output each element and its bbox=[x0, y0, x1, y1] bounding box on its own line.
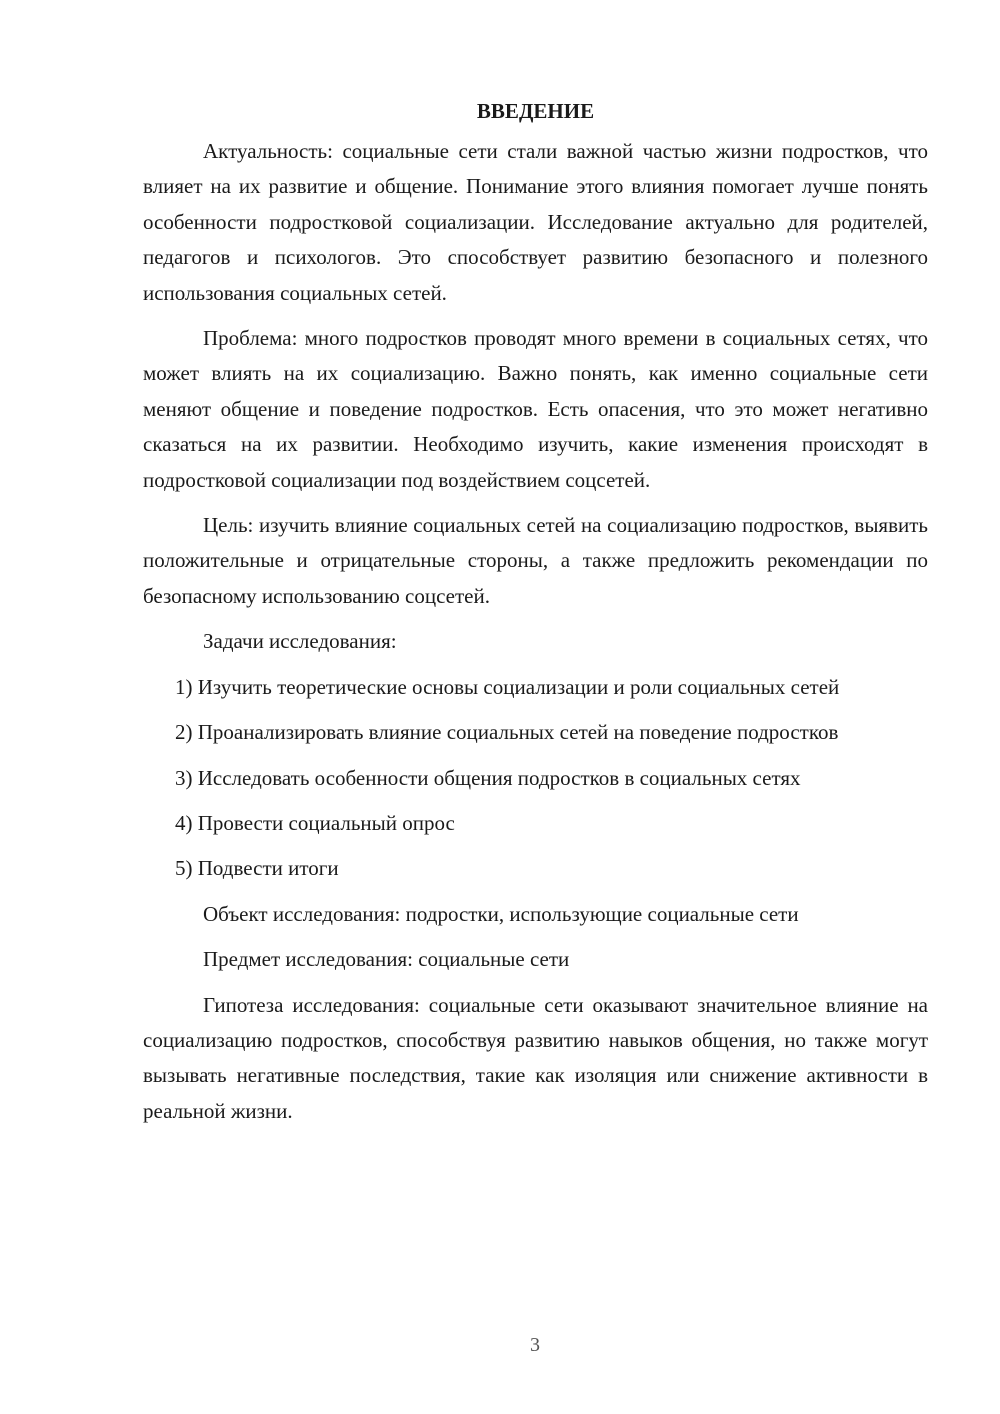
document-page bbox=[143, 96, 928, 1139]
task-item: 4) Провести социальный опрос bbox=[175, 810, 455, 835]
problem-paragraph: Проблема: много подростков проводят много времени в социальных сетях, что может влиять на их социализацию. Важно понять, как именно социальные сети меняют общение и поведение подростков. Есть опасения, что это может негативно сказаться на их развитии. Необходимо изучить, какие изменения происходят в подростковой социализации под воздействием соцсетей. bbox=[143, 326, 928, 492]
task-item: 3) Исследовать особенности общения подростков в социальных сетях bbox=[175, 765, 801, 790]
subject-paragraph: Предмет исследования: социальные сети bbox=[203, 947, 570, 972]
task-item: 5) Подвести итоги bbox=[175, 856, 339, 881]
object-paragraph: Объект исследования: подростки, использующие социальные сети bbox=[203, 901, 799, 926]
goal-paragraph: Цель: изучить влияние социальных сетей на социализацию подростков, выявить положительные и отрицательные стороны, а также предложить рекомендации по безопасному использованию соцсетей. bbox=[143, 513, 928, 608]
hypothesis-paragraph: Гипотеза исследования: социальные сети оказывают значительное влияние на социализацию подростков, способствуя развитию навыков общения, но также могут вызывать негативные последствия, такие как изоляция или снижение активности в реальной жизни. bbox=[143, 992, 928, 1123]
relevance-paragraph: Актуальность: социальные сети стали важной частью жизни подростков, что влияет на их развитие и общение. Понимание этого влияния помогает лучше понять особенности подростковой социализации. Исследование актуально для родителей, педагогов и психологов. Это способствует развитию безопасного и полезного использования социальных сетей. bbox=[143, 139, 928, 305]
section-heading: ВВЕДЕНИЕ bbox=[476, 99, 595, 123]
tasks-heading: Задачи исследования: bbox=[203, 629, 397, 654]
task-item: 1) Изучить теоретические основы социализации и роли социальных сетей bbox=[175, 674, 840, 699]
page-number: 3 bbox=[530, 1334, 540, 1356]
task-item: 2) Проанализировать влияние социальных сетей на поведение подростков bbox=[175, 720, 839, 745]
